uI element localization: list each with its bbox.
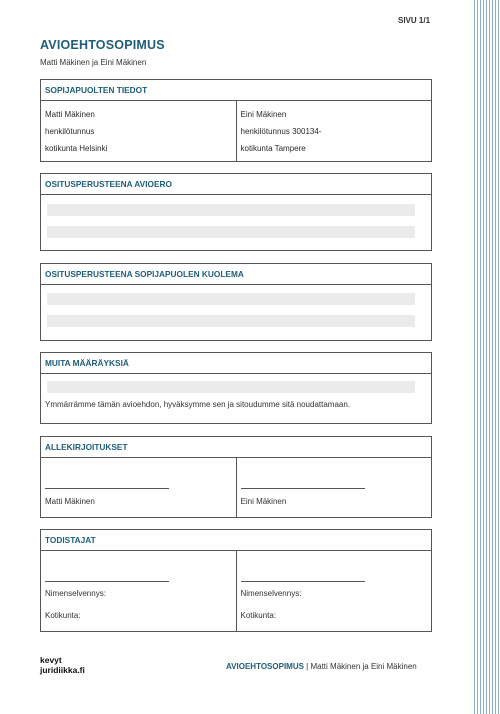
witness-right — [236, 551, 432, 631]
witness-name-label: Nimenselvennys: — [45, 589, 106, 598]
party-left — [41, 101, 236, 161]
redacted-text-line — [47, 315, 415, 327]
brand-line-2: juridiikka.fi — [40, 665, 85, 675]
party-left-municipality: kotikunta Helsinki — [45, 144, 108, 153]
footer-separator: | — [303, 662, 311, 671]
party-left-id: henkilötunnus — [45, 127, 95, 136]
signature-right — [236, 458, 432, 517]
witness-name-label: Nimenselvennys: — [240, 589, 302, 598]
section-heading: SOPIJAPUOLTEN TIEDOT — [41, 80, 431, 101]
agreement-statement: Ymmärrämme tämän avioehdon, hyväksymme sen ja sitoudumme sitä noudattamaan. — [45, 400, 351, 409]
redacted-text-line — [47, 381, 415, 393]
party-right — [236, 101, 432, 161]
footer-names: Matti Mäkinen ja Eini Mäkinen — [310, 662, 417, 671]
signature-line — [241, 488, 365, 489]
document-subtitle: Matti Mäkinen ja Eini Mäkinen — [40, 58, 147, 67]
footer-title: AVIOEHTOSOPIMUS — [226, 662, 304, 671]
party-right-municipality: kotikunta Tampere — [240, 144, 306, 153]
document-title: AVIOEHTOSOPIMUS — [40, 38, 165, 52]
section-heading: MUITA MÄÄRÄYKSIÄ — [41, 353, 431, 374]
footer — [226, 662, 417, 671]
signatures-section — [40, 436, 432, 518]
divorce-section — [40, 173, 432, 251]
page-number: SIVU 1/1 — [398, 16, 431, 25]
signer-name-left: Matti Mäkinen — [45, 497, 95, 506]
signature-line — [45, 581, 169, 582]
section-heading: ALLEKIRJOITUKSET — [41, 437, 431, 458]
witness-left — [41, 551, 236, 631]
signature-line — [45, 488, 169, 489]
party-left-name: Matti Mäkinen — [45, 110, 95, 119]
other-provisions-section — [40, 352, 432, 424]
decorative-stripes — [472, 0, 500, 714]
witnesses-section — [40, 529, 432, 632]
redacted-text-line — [47, 293, 415, 305]
redacted-text-line — [47, 204, 415, 216]
section-heading: OSITUSPERUSTEENA SOPIJAPUOLEN KUOLEMA — [41, 264, 431, 285]
redacted-text-line — [47, 226, 415, 238]
signer-name-right: Eini Mäkinen — [240, 497, 287, 506]
signature-line — [241, 581, 365, 582]
party-right-name: Eini Mäkinen — [240, 110, 287, 119]
death-section — [40, 263, 432, 341]
section-heading: OSITUSPERUSTEENA AVIOERO — [41, 174, 431, 195]
brand-line-1: kevyt — [40, 655, 62, 665]
signature-left — [41, 458, 236, 517]
party-right-id: henkilötunnus 300134- — [240, 127, 322, 136]
witness-home-label: Kotikunta: — [240, 611, 277, 620]
witness-home-label: Kotikunta: — [45, 611, 81, 620]
brand-logo — [40, 655, 85, 675]
parties-section — [40, 79, 432, 162]
section-heading: TODISTAJAT — [41, 530, 431, 551]
